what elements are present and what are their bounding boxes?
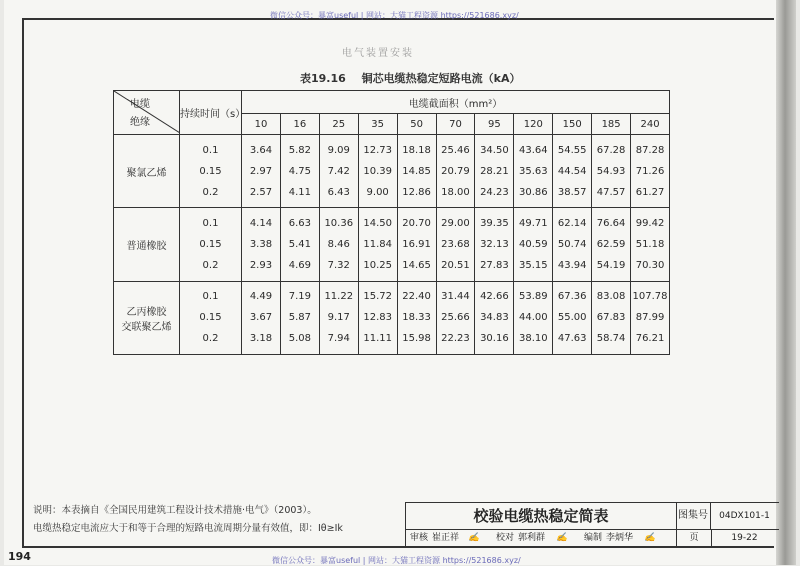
current-value: 54.19 xyxy=(596,259,626,271)
current-cell xyxy=(358,281,397,354)
section-header-cell: 150 xyxy=(553,114,592,135)
current-value: 67.36 xyxy=(557,291,587,303)
current-value: 9.17 xyxy=(327,312,350,324)
current-value: 7.94 xyxy=(327,333,350,345)
current-value: 51.18 xyxy=(635,238,665,250)
current-cell xyxy=(358,208,397,281)
drawing-title: 校验电缆热稳定简表 xyxy=(406,503,677,530)
section-header-cell: 70 xyxy=(436,114,475,135)
check-name: 郭利群 xyxy=(518,533,546,543)
section-header: 电缆截面积（mm²） xyxy=(242,91,670,114)
insulation-type-line: 聚氯乙烯 xyxy=(126,167,167,179)
current-value: 11.11 xyxy=(363,333,392,345)
current-value: 4.11 xyxy=(288,186,311,198)
current-cell xyxy=(553,208,592,281)
current-cell xyxy=(631,281,670,354)
current-value: 4.75 xyxy=(288,165,311,177)
current-value: 76.21 xyxy=(635,333,665,345)
review-name: 崔正祥 xyxy=(432,533,460,543)
check-signature: ✍ xyxy=(556,533,568,543)
current-cell xyxy=(280,135,319,208)
current-value: 8.46 xyxy=(327,238,350,250)
current-cell xyxy=(436,208,475,281)
current-value: 62.14 xyxy=(557,217,587,229)
current-value: 43.94 xyxy=(557,259,587,271)
current-value: 14.50 xyxy=(363,217,392,229)
current-value: 47.57 xyxy=(596,186,626,198)
insulation-type xyxy=(114,208,180,281)
duration-value: 0.15 xyxy=(199,238,222,250)
signature-row xyxy=(406,529,779,547)
current-cell xyxy=(397,135,436,208)
current-value: 54.93 xyxy=(596,165,626,177)
current-value: 44.00 xyxy=(518,312,548,324)
current-value: 54.55 xyxy=(557,144,587,156)
current-value: 25.66 xyxy=(441,312,470,324)
section-header-cell: 16 xyxy=(280,114,319,135)
duration-value: 0.2 xyxy=(202,186,219,198)
design-label: 编制 xyxy=(584,533,603,543)
short-circuit-current-table xyxy=(113,90,670,355)
insulation-type-line: 乙丙橡胶 xyxy=(126,306,167,318)
current-value: 3.38 xyxy=(249,238,273,250)
table-group-row xyxy=(114,135,670,208)
current-value: 15.72 xyxy=(363,291,392,303)
section-header-cell: 10 xyxy=(242,114,281,135)
current-value: 2.93 xyxy=(249,259,273,271)
current-value: 9.00 xyxy=(366,186,389,198)
current-value: 70.30 xyxy=(635,259,665,271)
current-value: 2.57 xyxy=(249,186,273,198)
table-caption xyxy=(300,70,620,86)
current-value: 71.26 xyxy=(635,165,665,177)
current-value: 7.32 xyxy=(327,259,350,271)
review-signature: ✍ xyxy=(468,533,480,543)
current-value: 22.23 xyxy=(441,333,470,345)
atlas-number-value: 04DX101-1 xyxy=(710,503,779,530)
footnote xyxy=(33,502,343,538)
current-value: 18.00 xyxy=(441,186,470,198)
current-value: 4.14 xyxy=(249,217,273,229)
page-number: 194 xyxy=(8,550,31,563)
section-header-cell: 50 xyxy=(397,114,436,135)
footnote-line-2: 电缆热稳定电流应大于和等于合理的短路电流周期分量有效值，即：Iθ≥Ik xyxy=(33,523,343,534)
current-value: 3.18 xyxy=(249,333,273,345)
current-value: 40.59 xyxy=(518,238,548,250)
current-value: 38.57 xyxy=(557,186,587,198)
current-value: 42.66 xyxy=(480,291,509,303)
current-value: 2.97 xyxy=(249,165,273,177)
current-value: 49.71 xyxy=(518,217,548,229)
current-value: 34.50 xyxy=(480,144,509,156)
page-label: 页 xyxy=(676,529,712,547)
current-value: 4.49 xyxy=(249,291,273,303)
current-cell xyxy=(242,135,281,208)
current-cell xyxy=(358,135,397,208)
current-cell xyxy=(592,281,631,354)
current-value: 76.64 xyxy=(596,217,626,229)
table-group-row xyxy=(114,208,670,281)
binding-edge xyxy=(776,0,796,565)
current-value: 30.86 xyxy=(518,186,548,198)
current-value: 30.16 xyxy=(480,333,509,345)
current-value: 35.63 xyxy=(518,165,548,177)
duration-value: 0.2 xyxy=(202,259,219,271)
current-cell xyxy=(514,135,553,208)
current-value: 3.67 xyxy=(249,312,273,324)
faint-stamp: 电气装置安装 xyxy=(342,48,414,59)
duration-header: 持续时间（s） xyxy=(180,91,242,135)
current-value: 29.00 xyxy=(441,217,470,229)
duration-value: 0.1 xyxy=(202,217,219,229)
current-value: 12.83 xyxy=(363,312,392,324)
current-value: 83.08 xyxy=(596,291,626,303)
current-cell xyxy=(436,281,475,354)
current-cell xyxy=(592,135,631,208)
section-header-cell: 25 xyxy=(319,114,358,135)
duration-value: 0.15 xyxy=(199,165,222,177)
current-cell xyxy=(319,281,358,354)
section-header-cell: 95 xyxy=(475,114,514,135)
current-cell xyxy=(514,281,553,354)
current-value: 25.46 xyxy=(441,144,470,156)
current-value: 28.21 xyxy=(480,165,509,177)
current-value: 31.44 xyxy=(441,291,470,303)
current-value: 10.39 xyxy=(363,165,392,177)
current-cell xyxy=(280,281,319,354)
current-cell xyxy=(242,208,281,281)
frame-border-left xyxy=(22,18,24,548)
insulation-type-line: 普通橡胶 xyxy=(126,240,167,252)
current-value: 87.99 xyxy=(635,312,665,324)
duration-value: 0.15 xyxy=(199,312,222,324)
current-value: 14.65 xyxy=(402,259,431,271)
current-value: 20.70 xyxy=(402,217,431,229)
current-cell xyxy=(242,281,281,354)
current-value: 35.15 xyxy=(518,259,548,271)
current-value: 67.28 xyxy=(596,144,626,156)
page-value: 19-22 xyxy=(731,533,758,543)
section-header-cell: 185 xyxy=(592,114,631,135)
current-value: 99.42 xyxy=(635,217,665,229)
current-value: 34.83 xyxy=(480,312,509,324)
corner-label-cable: 电缆 xyxy=(130,99,150,110)
current-value: 39.35 xyxy=(480,217,509,229)
title-block xyxy=(405,502,779,547)
current-value: 47.63 xyxy=(557,333,587,345)
footnote-line-1: 说明：本表摘自《全国民用建筑工程设计技术措施·电气》（2003）。 xyxy=(33,505,317,516)
current-value: 55.00 xyxy=(557,312,587,324)
current-value: 67.83 xyxy=(596,312,626,324)
current-value: 27.83 xyxy=(480,259,509,271)
section-header-cell: 240 xyxy=(631,114,670,135)
current-cell xyxy=(592,208,631,281)
current-value: 22.40 xyxy=(402,291,431,303)
current-value: 9.09 xyxy=(327,144,350,156)
watermark-top: 微信公众号：暴富useful | 网站：大猫工程资源 https://521686.xyz/ xyxy=(270,11,519,20)
current-cell xyxy=(631,208,670,281)
current-value: 50.74 xyxy=(557,238,587,250)
current-value: 20.51 xyxy=(441,259,470,271)
corner-header xyxy=(114,91,180,135)
section-header-cell: 120 xyxy=(514,114,553,135)
duration-value: 0.1 xyxy=(202,144,219,156)
current-value: 107.78 xyxy=(632,291,668,303)
insulation-type-line: 交联聚乙烯 xyxy=(121,321,172,333)
current-value: 32.13 xyxy=(480,238,509,250)
current-value: 53.89 xyxy=(518,291,548,303)
current-value: 44.54 xyxy=(557,165,587,177)
duration-cell xyxy=(180,281,242,354)
current-value: 87.28 xyxy=(635,144,665,156)
current-value: 5.08 xyxy=(288,333,311,345)
current-cell xyxy=(475,208,514,281)
current-value: 11.22 xyxy=(324,291,354,303)
duration-cell xyxy=(180,208,242,281)
current-value: 12.73 xyxy=(363,144,392,156)
current-cell xyxy=(436,135,475,208)
current-value: 7.42 xyxy=(327,165,350,177)
duration-cell xyxy=(180,135,242,208)
current-cell xyxy=(319,135,358,208)
duration-value: 0.1 xyxy=(202,291,219,303)
current-value: 5.41 xyxy=(288,238,311,250)
current-value: 15.98 xyxy=(402,333,431,345)
current-cell xyxy=(397,281,436,354)
current-cell xyxy=(397,208,436,281)
current-value: 38.10 xyxy=(518,333,548,345)
current-cell xyxy=(319,208,358,281)
current-value: 11.84 xyxy=(363,238,392,250)
current-value: 5.87 xyxy=(288,312,311,324)
current-value: 18.18 xyxy=(402,144,431,156)
check-label: 校对 xyxy=(496,533,515,543)
current-value: 7.19 xyxy=(288,291,311,303)
watermark-bottom: 微信公众号：暴富useful | 网站：大猫工程资源 https://521686.xyz/ xyxy=(272,556,521,565)
section-header-cell: 35 xyxy=(358,114,397,135)
current-value: 16.91 xyxy=(402,238,431,250)
current-value: 23.68 xyxy=(441,238,470,250)
current-value: 6.63 xyxy=(288,217,311,229)
design-signature: ✍ xyxy=(644,533,656,543)
current-value: 58.74 xyxy=(596,333,626,345)
current-cell xyxy=(475,281,514,354)
current-value: 61.27 xyxy=(635,186,665,198)
current-cell xyxy=(553,281,592,354)
table-group-row xyxy=(114,281,670,354)
current-cell xyxy=(514,208,553,281)
current-cell xyxy=(631,135,670,208)
current-value: 18.33 xyxy=(402,312,431,324)
atlas-number-label: 图集号 xyxy=(676,503,711,530)
current-value: 5.82 xyxy=(288,144,311,156)
current-value: 3.64 xyxy=(249,144,273,156)
table-subtitle: 铜芯电缆热稳定短路电流（kA） xyxy=(361,72,521,85)
current-value: 24.23 xyxy=(480,186,509,198)
current-value: 12.86 xyxy=(402,186,431,198)
insulation-type xyxy=(114,135,180,208)
current-value: 62.59 xyxy=(596,238,626,250)
insulation-type xyxy=(114,281,180,354)
duration-value: 0.2 xyxy=(202,333,219,345)
current-value: 14.85 xyxy=(402,165,431,177)
table-number: 表19.16 xyxy=(300,72,346,85)
current-cell xyxy=(553,135,592,208)
current-value: 20.79 xyxy=(441,165,470,177)
review-label: 审核 xyxy=(410,533,429,543)
current-value: 10.36 xyxy=(324,217,354,229)
corner-label-insulation: 绝缘 xyxy=(130,117,150,128)
current-value: 4.69 xyxy=(288,259,311,271)
current-value: 10.25 xyxy=(363,259,392,271)
current-value: 43.64 xyxy=(518,144,548,156)
current-cell xyxy=(280,208,319,281)
design-name: 李炳华 xyxy=(606,533,634,543)
current-cell xyxy=(475,135,514,208)
current-value: 6.43 xyxy=(327,186,350,198)
